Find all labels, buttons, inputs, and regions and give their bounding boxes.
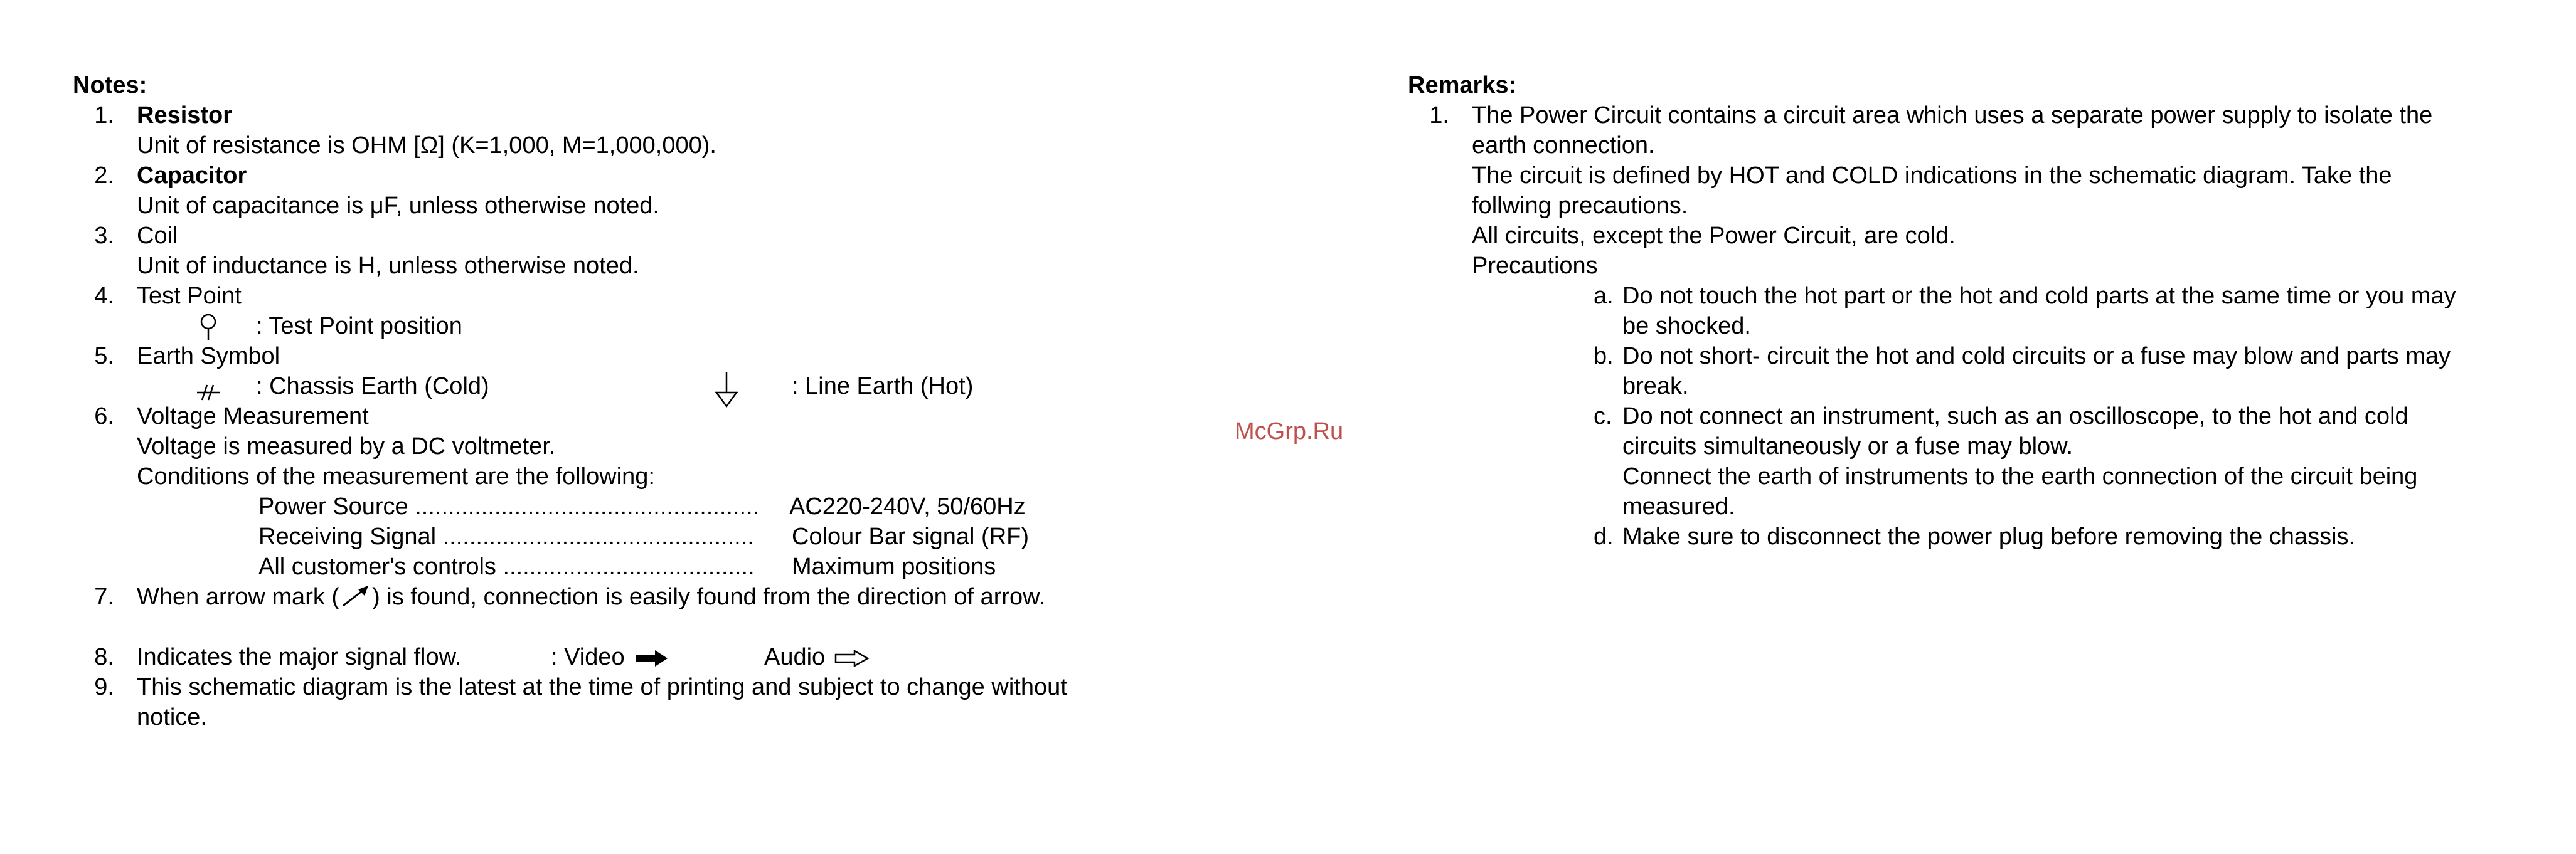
condition-value: AC220-240V, 50/60Hz — [789, 493, 1026, 520]
note-text: Unit of capacitance is μF, unless otherwise noted. — [137, 192, 659, 219]
precautions-heading: Precautions — [1472, 253, 1598, 279]
precaution-letter: b. — [1594, 343, 1614, 369]
note-text: Voltage is measured by a DC voltmeter. — [137, 433, 556, 460]
precaution-text: Make sure to disconnect the power plug before removing the chassis. — [1622, 524, 2356, 550]
remark-text: All circuits, except the Power Circuit, are cold. — [1472, 223, 1956, 249]
note-number: 9. — [94, 674, 114, 700]
arrow-mark-icon — [339, 583, 372, 616]
note-number: 2. — [94, 162, 114, 189]
precaution-letter: d. — [1594, 524, 1614, 550]
precaution-text: Connect the earth of instruments to the earth connection of the circuit being — [1622, 463, 2418, 490]
note-text-arrow-mark — [137, 582, 1045, 616]
notes-heading: Notes: — [73, 72, 147, 98]
remark-text: follwing precautions. — [1472, 192, 1688, 219]
test-point-label: : Test Point position — [256, 313, 462, 339]
note-text: Unit of resistance is OHM [Ω] (K=1,000, M=1,000,000). — [137, 132, 716, 159]
note-text: Conditions of the measurement are the following: — [137, 463, 655, 490]
condition-value: Maximum positions — [792, 554, 996, 580]
note-title-coil: Coil — [137, 223, 178, 249]
chassis-earth-icon — [194, 379, 222, 401]
note-title-capacitor: Capacitor — [137, 162, 247, 189]
note-text: This schematic diagram is the latest at the time of printing and subject to change without — [137, 674, 1067, 700]
precaution-text: measured. — [1622, 493, 1735, 520]
note-number: 5. — [94, 343, 114, 369]
video-flow-label: : Video — [551, 644, 625, 670]
line-earth-label: : Line Earth (Hot) — [792, 373, 974, 399]
audio-arrow-icon — [834, 650, 870, 667]
note-number: 7. — [94, 584, 114, 610]
condition-value: Colour Bar signal (RF) — [792, 524, 1029, 550]
note-title-voltage-measurement: Voltage Measurement — [137, 403, 369, 430]
note-text: notice. — [137, 704, 207, 730]
note-number: 1. — [94, 102, 114, 129]
note-title-test-point: Test Point — [137, 283, 242, 309]
note-text: When arrow mark ( — [137, 584, 340, 610]
condition-label: Power Source .................................................... — [258, 493, 760, 520]
note-number: 4. — [94, 283, 114, 309]
note-number: 3. — [94, 223, 114, 249]
note-text: ) is found, connection is easily found from the direction of arrow. — [372, 584, 1046, 610]
note-number: 8. — [94, 644, 114, 670]
precaution-text: break. — [1622, 373, 1689, 399]
remarks-heading: Remarks: — [1408, 72, 1517, 98]
note-title-earth-symbol: Earth Symbol — [137, 343, 280, 369]
note-text: Indicates the major signal flow. — [137, 644, 462, 670]
precaution-text: be shocked. — [1622, 313, 1751, 339]
condition-label: Receiving Signal ............................................... — [258, 524, 754, 550]
precaution-text: Do not short- circuit the hot and cold circuits or a fuse may blow and parts may — [1622, 343, 2451, 369]
remark-text: The Power Circuit contains a circuit area which uses a separate power supply to isolate the — [1472, 102, 2433, 129]
video-arrow-icon — [635, 650, 669, 667]
precaution-text: circuits simultaneously or a fuse may blow. — [1622, 433, 2073, 460]
precaution-letter: c. — [1594, 403, 1612, 430]
note-title-resistor: Resistor — [137, 102, 233, 129]
test-point-icon — [196, 314, 221, 341]
remark-text: The circuit is defined by HOT and COLD indications in the schematic diagram. Take the — [1472, 162, 2392, 189]
note-text: Unit of inductance is H, unless otherwise noted. — [137, 253, 639, 279]
audio-flow-label: Audio — [764, 644, 826, 670]
line-earth-icon — [713, 371, 740, 409]
precaution-text: Do not connect an instrument, such as an oscilloscope, to the hot and cold — [1622, 403, 2408, 430]
chassis-earth-label: : Chassis Earth (Cold) — [256, 373, 489, 399]
precaution-text: Do not touch the hot part or the hot and cold parts at the same time or you may — [1622, 283, 2456, 309]
watermark-text: McGrp.Ru — [1235, 418, 1344, 445]
note-number: 6. — [94, 403, 114, 430]
remark-text: earth connection. — [1472, 132, 1655, 159]
precaution-letter: a. — [1594, 283, 1614, 309]
remark-number: 1. — [1429, 102, 1449, 129]
condition-label: All customer's controls ...................................... — [258, 554, 755, 580]
